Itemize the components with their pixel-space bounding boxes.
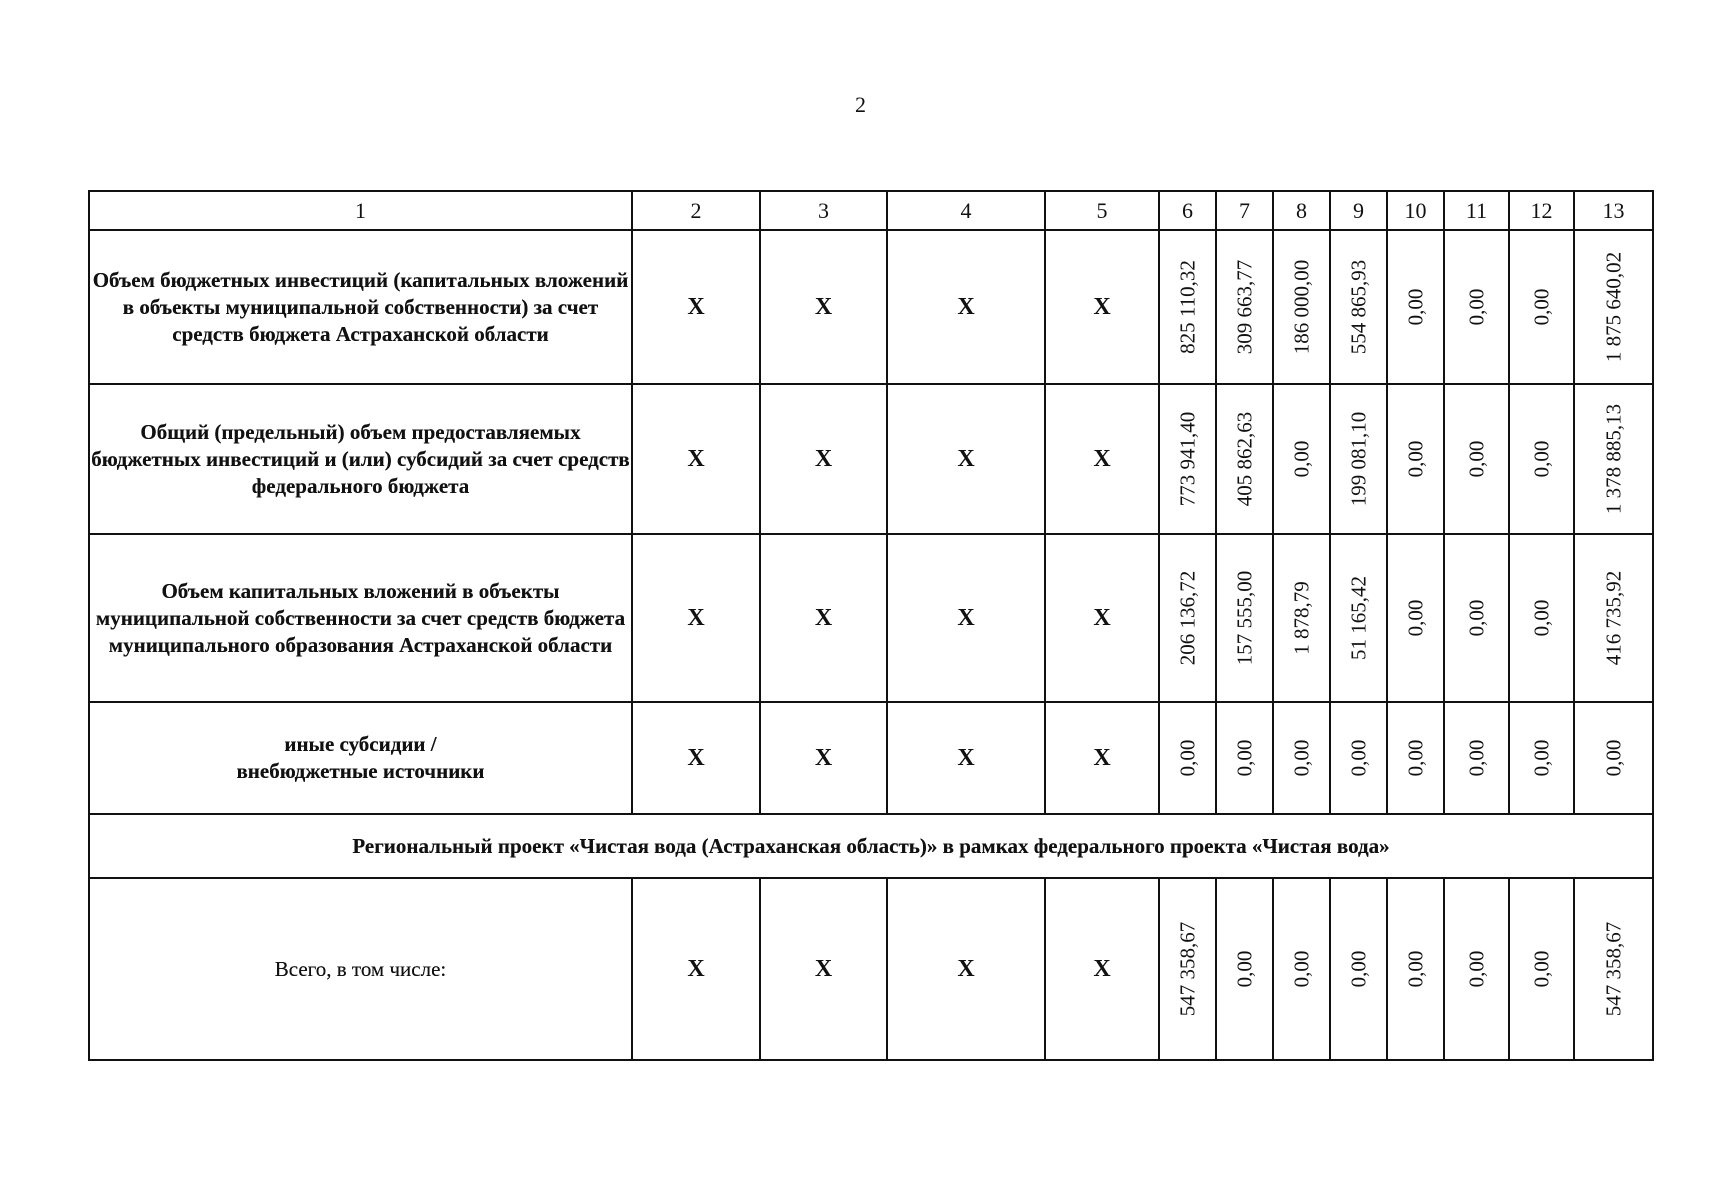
value-cell: [1159, 230, 1216, 384]
value-cell: [1444, 384, 1509, 534]
value-text: 0,00: [1464, 440, 1488, 478]
value-cell: [1273, 230, 1330, 384]
value-cell: [1387, 702, 1444, 814]
value-cell: [1216, 878, 1273, 1060]
value-cell: [1330, 878, 1387, 1060]
value-text: 0,00: [1529, 440, 1553, 478]
column-header: 11: [1444, 191, 1509, 230]
value-text: 0,00: [1232, 950, 1256, 988]
value-cell: [1159, 534, 1216, 702]
section-row: [89, 814, 1653, 878]
value-cell: [1444, 702, 1509, 814]
value-text: 825 110,32: [1175, 260, 1199, 354]
column-header: 6: [1159, 191, 1216, 230]
value-text: 186 000,00: [1289, 259, 1313, 355]
mark-cell: Х: [887, 702, 1045, 814]
value-cell: [1387, 230, 1444, 384]
value-cell: [1509, 702, 1574, 814]
mark-cell: Х: [1045, 230, 1159, 384]
value-cell: [1273, 878, 1330, 1060]
value-cell: [1330, 384, 1387, 534]
section-title: Региональный проект «Чистая вода (Астраханская область)» в рамках федерального проекта «Чистая вода»: [89, 814, 1653, 878]
column-header: 1: [89, 191, 632, 230]
value-text: 0,00: [1403, 599, 1427, 637]
value-text: 405 862,63: [1232, 411, 1256, 507]
table-row: [89, 534, 1653, 702]
value-text: 0,00: [1289, 739, 1313, 777]
row-label-line: иные субсидии /: [284, 732, 437, 756]
column-header: 2: [632, 191, 760, 230]
value-text: 0,00: [1289, 950, 1313, 988]
value-text: 199 081,10: [1346, 411, 1370, 507]
value-cell: [1216, 534, 1273, 702]
column-header: 7: [1216, 191, 1273, 230]
value-cell: [1509, 534, 1574, 702]
column-header: 4: [887, 191, 1045, 230]
value-cell: [1159, 702, 1216, 814]
mark-cell: Х: [760, 230, 887, 384]
value-text: 0,00: [1403, 950, 1427, 988]
value-text: 554 865,93: [1346, 259, 1370, 355]
row-label: Объем бюджетных инвестиций (капитальных вложений в объекты муниципальной собственности) за счет средств бюджета Астраханской области: [89, 230, 632, 384]
value-cell: [1330, 534, 1387, 702]
value-cell: [1509, 230, 1574, 384]
value-cell: [1509, 384, 1574, 534]
value-text: 0,00: [1289, 440, 1313, 478]
value-text: 1 875 640,02: [1601, 251, 1625, 363]
column-header: 8: [1273, 191, 1330, 230]
value-text: 0,00: [1346, 950, 1370, 988]
value-text: 0,00: [1464, 950, 1488, 988]
mark-cell: Х: [632, 878, 760, 1060]
mark-cell: Х: [887, 384, 1045, 534]
mark-cell: Х: [760, 384, 887, 534]
value-text: 0,00: [1232, 739, 1256, 777]
mark-cell: Х: [1045, 878, 1159, 1060]
row-label: Общий (предельный) объем предоставляемых бюджетных инвестиций и (или) субсидий за счет средств федерального бюджета: [89, 384, 632, 534]
value-text: 206 136,72: [1175, 570, 1199, 666]
value-text: 309 663,77: [1232, 259, 1256, 355]
value-cell: [1387, 384, 1444, 534]
value-cell: [1574, 534, 1653, 702]
value-text: 0,00: [1403, 440, 1427, 478]
value-cell: [1159, 878, 1216, 1060]
column-header: 12: [1509, 191, 1574, 230]
value-cell: [1574, 878, 1653, 1060]
mark-cell: Х: [760, 702, 887, 814]
value-text: 0,00: [1529, 739, 1553, 777]
page-number: 2: [855, 92, 866, 117]
value-text: 157 555,00: [1232, 570, 1256, 666]
column-header: 9: [1330, 191, 1387, 230]
value-text: 0,00: [1464, 288, 1488, 326]
row-label: Объем капитальных вложений в объекты муниципальной собственности за счет средств бюджета муниципального образования Астраханской области: [89, 534, 632, 702]
value-text: 0,00: [1346, 739, 1370, 777]
value-cell: [1574, 702, 1653, 814]
mark-cell: Х: [632, 702, 760, 814]
value-cell: [1444, 230, 1509, 384]
mark-cell: Х: [887, 878, 1045, 1060]
value-cell: [1444, 878, 1509, 1060]
value-cell: [1273, 702, 1330, 814]
table-row: [89, 384, 1653, 534]
value-cell: [1159, 384, 1216, 534]
value-text: 0,00: [1403, 739, 1427, 777]
row-label: [89, 702, 632, 814]
mark-cell: Х: [632, 384, 760, 534]
mark-cell: Х: [887, 230, 1045, 384]
total-label: [89, 878, 632, 1060]
value-cell: [1273, 384, 1330, 534]
value-text: 416 735,92: [1601, 570, 1625, 666]
value-text: 773 941,40: [1175, 411, 1199, 507]
budget-table: [88, 190, 1654, 1061]
value-text: 0,00: [1464, 739, 1488, 777]
value-cell: [1273, 534, 1330, 702]
mark-cell: Х: [1045, 534, 1159, 702]
mark-cell: Х: [760, 534, 887, 702]
value-cell: [1387, 534, 1444, 702]
total-row: [89, 878, 1653, 1060]
value-cell: [1509, 878, 1574, 1060]
mark-cell: Х: [887, 534, 1045, 702]
value-text: 0,00: [1529, 950, 1553, 988]
value-cell: [1330, 230, 1387, 384]
column-header: 3: [760, 191, 887, 230]
value-cell: [1444, 534, 1509, 702]
value-cell: [1216, 384, 1273, 534]
mark-cell: Х: [1045, 702, 1159, 814]
value-text: 547 358,67: [1175, 921, 1199, 1017]
mark-cell: Х: [760, 878, 887, 1060]
value-text: 0,00: [1175, 739, 1199, 777]
value-text: 0,00: [1529, 288, 1553, 326]
value-text: 0,00: [1403, 288, 1427, 326]
value-cell: [1387, 878, 1444, 1060]
value-cell: [1574, 230, 1653, 384]
column-header: 10: [1387, 191, 1444, 230]
value-text: 0,00: [1464, 599, 1488, 637]
value-cell: [1330, 702, 1387, 814]
value-cell: [1216, 230, 1273, 384]
table-row: [89, 230, 1653, 384]
column-header: 13: [1574, 191, 1653, 230]
mark-cell: Х: [632, 230, 760, 384]
mark-cell: Х: [1045, 384, 1159, 534]
row-label-line: внебюджетные источники: [236, 759, 485, 783]
value-cell: [1574, 384, 1653, 534]
table-row: [89, 702, 1653, 814]
value-cell: [1216, 702, 1273, 814]
value-text: 1 378 885,13: [1601, 403, 1625, 515]
value-text: 547 358,67: [1601, 921, 1625, 1017]
value-text: 51 165,42: [1346, 576, 1370, 660]
value-text: 1 878,79: [1289, 581, 1313, 655]
column-header: 5: [1045, 191, 1159, 230]
value-text: 0,00: [1601, 739, 1625, 777]
mark-cell: Х: [632, 534, 760, 702]
total-label-text: Всего, в том числе:: [274, 956, 447, 981]
header-row: [89, 191, 1653, 230]
value-text: 0,00: [1529, 599, 1553, 637]
